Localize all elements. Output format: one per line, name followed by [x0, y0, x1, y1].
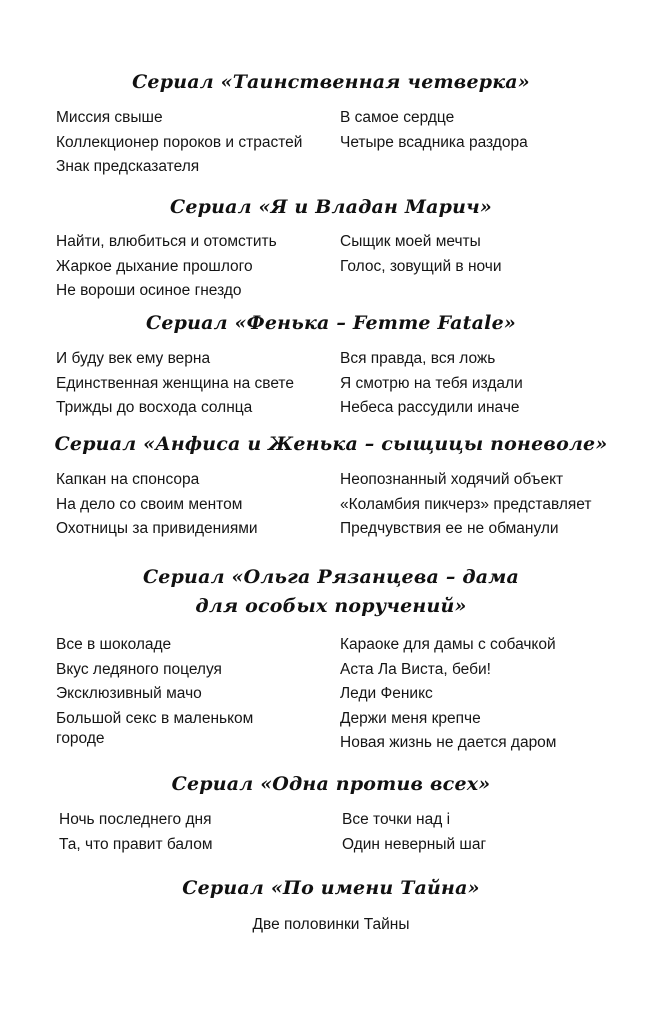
series-heading: Сериал «Я и Владан Марич»: [170, 196, 492, 218]
series-heading: Сериал «Анфиса и Женька – сыщицы поневоле»: [54, 433, 608, 455]
book-title: Капкан на спонсора: [56, 471, 200, 488]
series-left-column: [56, 108, 302, 182]
book-title: Неопознанный ходячий объект: [340, 471, 564, 488]
book-title: Миссия свыше: [56, 109, 163, 126]
book-title: Две половинки Тайны: [252, 916, 410, 933]
book-title: Не вороши осиное гнездо: [56, 282, 242, 300]
book-title: Аста Ла Виста, беби!: [340, 660, 491, 678]
book-title: Та, что правит балом: [59, 835, 213, 853]
book-title: Коллекционер пороков и страстей: [56, 133, 303, 151]
book-title: Найти, влюбиться и отомстить: [56, 233, 277, 250]
book-title: Сыщик моей мечты: [340, 233, 481, 250]
book-title: Небеса рассудили иначе: [340, 399, 520, 417]
book-title: Охотницы за привидениями: [56, 520, 258, 538]
book-title: Один неверный шаг: [342, 835, 487, 853]
book-title: Ночь последнего дня: [59, 811, 212, 828]
series-left-column: [56, 349, 294, 423]
series-heading-continuation: для особых поручений»: [195, 595, 467, 617]
book-title: Трижды до восхода солнца: [56, 399, 253, 417]
series-heading: Сериал «Одна против всех»: [171, 773, 491, 795]
series-right-column: [340, 108, 528, 157]
book-title: Жаркое дыхание прошлого: [56, 257, 253, 275]
series-left-column: [59, 810, 213, 859]
book-title: Предчувствия ее не обманули: [340, 520, 559, 538]
book-title: Все точки над i: [342, 811, 451, 828]
book-title: И буду век ему верна: [56, 350, 211, 367]
series-heading: Сериал «Фенька – Femme Fatale»: [146, 312, 516, 334]
book-title: На дело со своим ментом: [56, 495, 243, 513]
book-title: Большой секс в маленьком городе: [56, 709, 254, 747]
series-right-column: [340, 232, 502, 281]
book-title: Леди Феникс: [340, 685, 433, 703]
book-title: Вкус ледяного поцелуя: [56, 660, 222, 678]
book-title: Эксклюзивный мачо: [56, 685, 202, 703]
series-left-column: [56, 635, 306, 753]
series-heading: Сериал «Ольга Рязанцева – дама: [142, 566, 520, 588]
series-right-column: [340, 349, 523, 423]
book-title: «Коламбия пикчерз» представляет: [340, 495, 592, 513]
book-title: В самое сердце: [340, 109, 455, 126]
series-right-column: [340, 635, 556, 758]
book-title: Четыре всадника раздора: [340, 133, 528, 151]
series-right-column: [340, 470, 591, 544]
book-title: Все в шоколаде: [56, 636, 172, 653]
book-title: Я смотрю на тебя издали: [340, 374, 523, 392]
book-title: Знак предсказателя: [56, 158, 200, 176]
series-right-column: [342, 810, 486, 859]
book-title: Держи меня крепче: [340, 709, 481, 727]
series-heading: Сериал «Таинственная четверка»: [132, 71, 530, 93]
book-title: Вся правда, вся ложь: [340, 350, 496, 367]
series-left-column: [56, 232, 277, 306]
book-title: Новая жизнь не дается даром: [340, 734, 557, 752]
book-title: Голос, зовущий в ночи: [340, 257, 502, 275]
series-left-column: [56, 470, 258, 544]
book-title: Караоке для дамы с собачкой: [340, 636, 556, 653]
book-title: Единственная женщина на свете: [56, 374, 294, 392]
series-heading: Сериал «По имени Тайна»: [182, 877, 480, 899]
